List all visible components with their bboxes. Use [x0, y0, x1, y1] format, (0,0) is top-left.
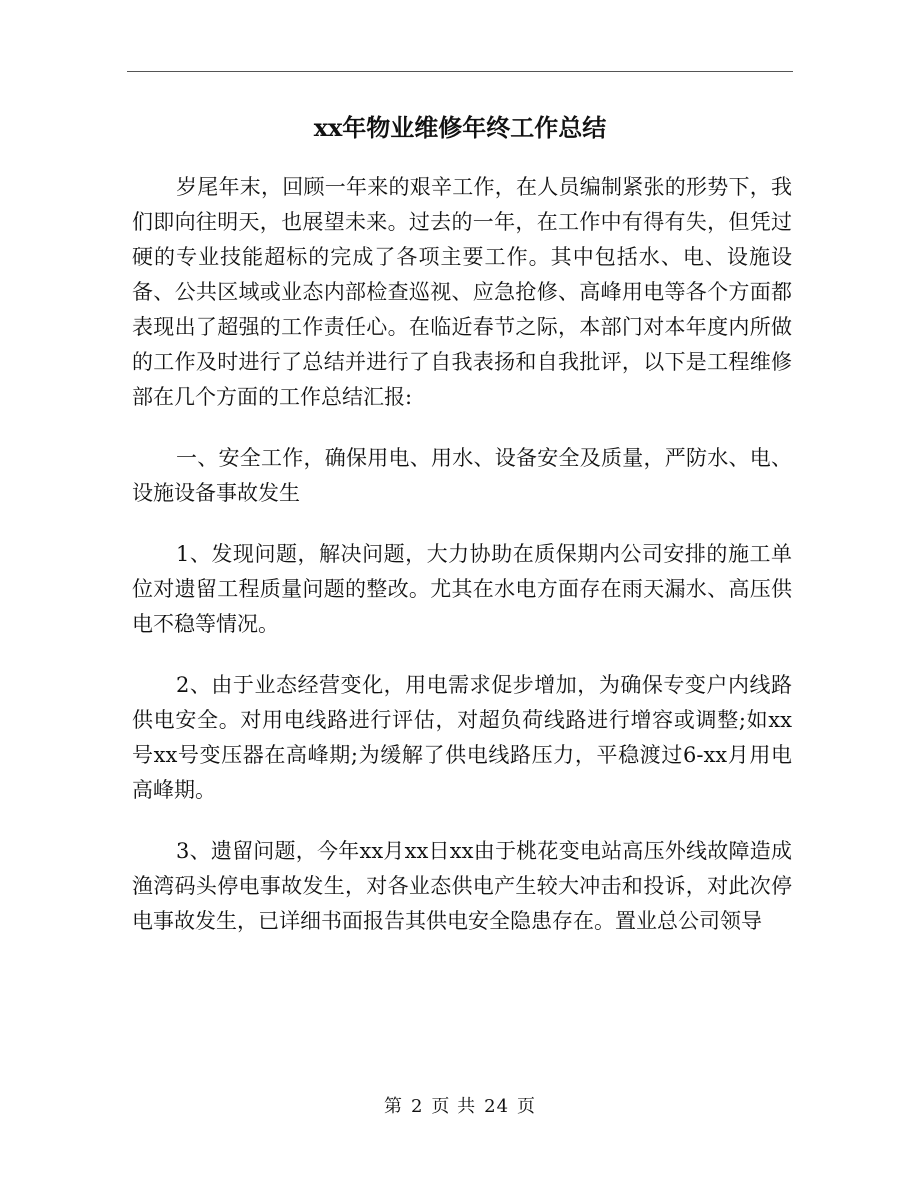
page-label-mid: 页 共 — [431, 1096, 477, 1117]
page-footer — [0, 1095, 920, 1119]
paragraph-intro: 岁尾年末，回顾一年来的艰辛工作，在人员编制紧张的形势下，我们即向往明天，也展望未来。过去的一年，在工作中有得有失，但凭过硬的专业技能超标的完成了各项主要工作。其中包括水、电、设施设备、公共区域或业态内部检查巡视、应急抢修、高峰用电等各个方面都表现出了超强的工作责任心。在临近春节之际，本部门对本年度内所做的工作及时进行了总结并进行了自我表扬和自我批评，以下是工程维修部在几个方面的工作总结汇报: — [132, 175, 792, 409]
paragraph-item-2: 2、由于业态经营变化，用电需求促步增加，为确保专变户内线路供电安全。对用电线路进行评估，对超负荷线路进行增容或调整;如xx号xx号变压器在高峰期;为缓解了供电线路压力，平稳渡过6-xx月用电高峰期。 — [132, 673, 792, 802]
document-body — [132, 170, 792, 965]
current-page-number: 2 — [410, 1096, 424, 1117]
paragraph-item-3: 3、遗留问题，今年xx月xx日xx由于桃花变电站高压外线故障造成渔湾码头停电事故发生，对各业态供电产生较大冲击和投诉，对此次停电事故发生，已详细书面报告其供电安全隐患存在。置业总公司领导 — [132, 839, 792, 933]
paragraph-item-1: 1、发现问题，解决问题，大力协助在质保期内公司安排的施工单位对遗留工程质量问题的整改。尤其在水电方面存在雨天漏水、高压供电不稳等情况。 — [132, 542, 792, 636]
document-title: xx年物业维修年终工作总结 — [313, 113, 607, 142]
paragraph-section-heading: 一、安全工作，确保用电、用水、设备安全及质量，严防水、电、设施设备事故发生 — [132, 446, 792, 505]
page-label-prefix: 第 — [383, 1096, 403, 1117]
header-rule — [127, 71, 793, 72]
page-label-suffix: 页 — [517, 1096, 537, 1117]
total-pages-number: 24 — [484, 1096, 510, 1117]
